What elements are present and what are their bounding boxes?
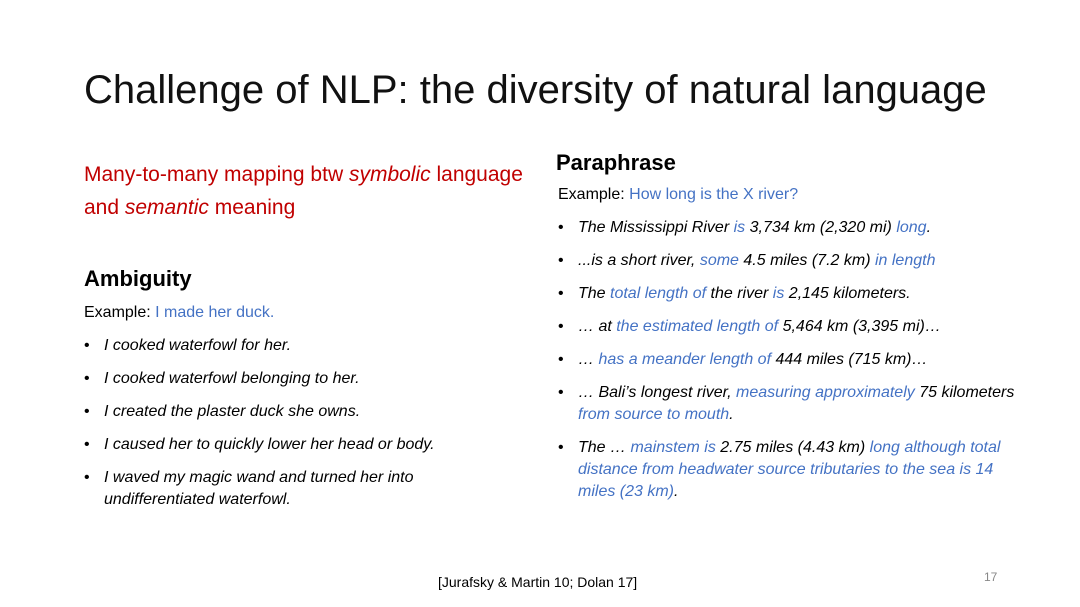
bullet-point: •	[84, 337, 90, 354]
paraphrase-highlight: long although total distance from headwater source tributaries to the sea is 14 miles (23 km)	[578, 439, 1001, 500]
bullet-point: •	[558, 351, 564, 368]
paraphrase-text: 2.75 miles (4.43 km)	[715, 439, 870, 456]
ambiguity-item	[84, 368, 524, 390]
slide-title: Challenge of NLP: the diversity of natural language	[84, 68, 987, 112]
ambiguity-item	[84, 434, 524, 456]
paraphrase-highlight: has a meander length of	[598, 351, 772, 368]
lead-text-3: meaning	[208, 196, 296, 219]
ambiguity-item-text: I waved my magic wand and turned her into undifferentiated waterfowl.	[104, 469, 414, 508]
paraphrase-text: The	[578, 285, 611, 302]
paraphrase-item	[558, 250, 1026, 272]
paraphrase-text: 75 kilometers	[914, 384, 1015, 401]
bullet-point: •	[558, 318, 564, 335]
paraphrase-item	[558, 283, 1026, 305]
paraphrase-list	[558, 217, 1026, 503]
right-column	[556, 148, 1026, 503]
lead-statement	[84, 158, 524, 224]
paraphrase-highlight: in length	[874, 252, 936, 269]
bullet-point: •	[558, 219, 564, 236]
citation: [Jurafsky & Martin 10; Dolan 17]	[438, 574, 638, 590]
paraphrase-item	[558, 349, 1026, 371]
lead-text-symbolic: symbolic	[348, 163, 431, 186]
ambiguity-item-text: I cooked waterfowl for her.	[104, 337, 292, 354]
paraphrase-example-label: Example:	[558, 186, 630, 203]
paraphrase-highlight: total length of	[610, 285, 707, 302]
paraphrase-text: 2,145 kilometers.	[784, 285, 911, 302]
paraphrase-text: 3,734 km (2,320 mi)	[745, 219, 897, 236]
ambiguity-example-label: Example:	[84, 304, 156, 321]
paraphrase-highlight: mainstem is	[630, 439, 716, 456]
bullet-point: •	[558, 384, 564, 401]
paraphrase-text: .	[674, 483, 679, 500]
ambiguity-example-text: I made her duck.	[155, 304, 275, 321]
paraphrase-item	[558, 382, 1026, 426]
bullet-point: •	[84, 436, 90, 453]
lead-text-semantic: semantic	[124, 196, 209, 219]
ambiguity-item	[84, 467, 524, 511]
paraphrase-text: …	[578, 351, 599, 368]
bullet-point: •	[558, 439, 564, 456]
paraphrase-item	[558, 316, 1026, 338]
paraphrase-text: 444 miles (715 km)…	[771, 351, 928, 368]
ambiguity-item-text: I cooked waterfowl belonging to her.	[104, 370, 360, 387]
paraphrase-text: 5,464 km (3,395 mi)…	[778, 318, 941, 335]
paraphrase-text: The Mississippi River	[578, 219, 734, 236]
bullet-point: •	[84, 403, 90, 420]
page-number: 17	[984, 570, 998, 584]
paraphrase-example-text: How long is the X river?	[629, 186, 799, 203]
bullet-point: •	[84, 469, 90, 486]
paraphrase-example	[558, 184, 1026, 206]
paraphrase-highlight: from source to mouth	[578, 406, 730, 423]
paraphrase-item	[558, 217, 1026, 239]
ambiguity-example	[84, 302, 524, 324]
ambiguity-item-text: I created the plaster duck she owns.	[104, 403, 361, 420]
paraphrase-text: ...is a short river,	[578, 252, 700, 269]
ambiguity-list	[84, 335, 524, 511]
paraphrase-highlight: is	[772, 285, 785, 302]
paraphrase-heading: Paraphrase	[556, 150, 676, 175]
paraphrase-text: the river	[706, 285, 773, 302]
ambiguity-heading: Ambiguity	[84, 266, 192, 291]
paraphrase-text: .	[926, 219, 932, 236]
lead-text-1: Many-to-many mapping btw	[84, 163, 349, 186]
bullet-point: •	[558, 285, 564, 302]
left-column	[84, 158, 524, 511]
ambiguity-item-text: I caused her to quickly lower her head or body.	[104, 436, 435, 453]
paraphrase-highlight: is	[733, 219, 746, 236]
paraphrase-text: The …	[578, 439, 631, 456]
paraphrase-highlight: some	[699, 252, 739, 269]
paraphrase-item	[558, 437, 1026, 503]
paraphrase-text: … Bali’s longest river,	[578, 384, 736, 401]
bullet-point: •	[84, 370, 90, 387]
lead-text-2: language and	[84, 163, 523, 219]
paraphrase-text: … at	[578, 318, 617, 335]
paraphrase-highlight: the estimated length of	[616, 318, 779, 335]
paraphrase-highlight: measuring approximately	[736, 384, 915, 401]
ambiguity-item	[84, 401, 524, 423]
paraphrase-text: .	[729, 406, 734, 423]
paraphrase-highlight: long	[896, 219, 927, 236]
ambiguity-item	[84, 335, 524, 357]
bullet-point: •	[558, 252, 564, 269]
paraphrase-text: 4.5 miles (7.2 km)	[738, 252, 875, 269]
